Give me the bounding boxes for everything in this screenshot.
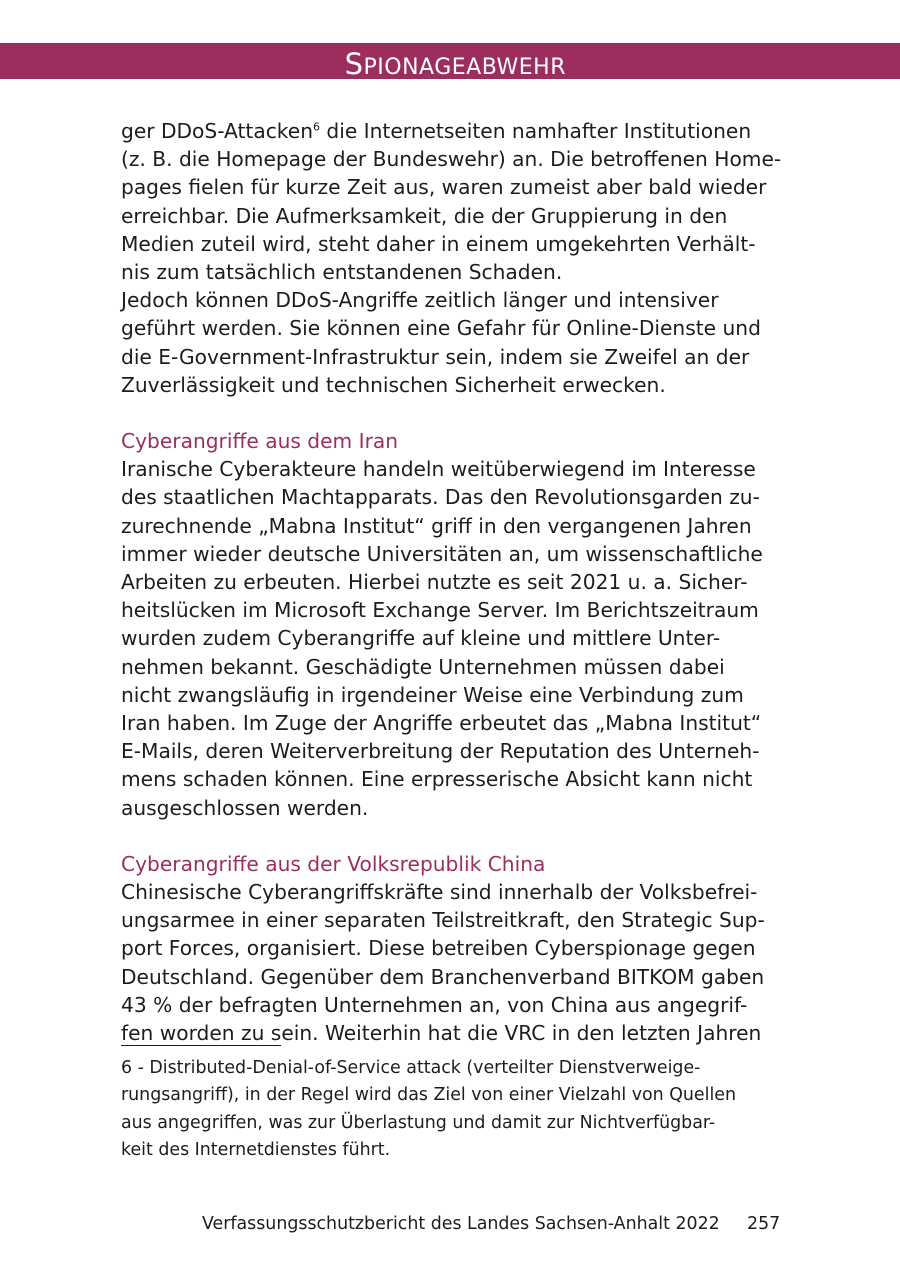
text-segment: ger DDoS-Attacken bbox=[121, 119, 313, 143]
footnote-line: rungsangriff), in der Regel wird das Ziel von einer Vielzahl von Quellen bbox=[121, 1085, 736, 1106]
body-line: Chinesische Cyberangriffskräfte sind innerhalb der Volksbefrei- bbox=[121, 880, 758, 905]
header-bar bbox=[0, 43, 900, 79]
text-segment: die Internetseiten namhafter Institutionen bbox=[320, 119, 752, 143]
page-number: 257 bbox=[747, 1214, 781, 1234]
body-line: pages fielen für kurze Zeit aus, waren zumeist aber bald wieder bbox=[121, 175, 767, 200]
body-line: E-Mails, deren Weiterverbreitung der Reputation des Unterneh- bbox=[121, 739, 760, 764]
body-line: Iran haben. Im Zuge der Angriffe erbeutet das „Mabna Institut“ bbox=[121, 710, 762, 735]
footer-title: Verfassungsschutzbericht des Landes Sachsen-Anhalt 2022 bbox=[202, 1214, 720, 1234]
main-content bbox=[121, 117, 781, 1047]
chapter-title-initial: S bbox=[344, 47, 364, 81]
body-line: Iranische Cyberakteure handeln weitüberwiegend im Interesse bbox=[121, 457, 756, 482]
body-line: Medien zuteil wird, steht daher in einem umgekehrten Verhält- bbox=[121, 231, 756, 256]
chapter-title bbox=[345, 43, 566, 79]
body-line: nehmen bekannt. Geschädigte Unternehmen müssen dabei bbox=[121, 654, 725, 679]
body-line: heitslücken im Microsoft Exchange Server. Im Berichtszeitraum bbox=[121, 598, 759, 623]
body-line bbox=[121, 117, 781, 145]
body-line: port Forces, organisiert. Diese betreiben Cyberspionage gegen bbox=[121, 936, 756, 961]
footnote-line: aus angegriffen, was zur Überlastung und damit zur Nichtverfügbar- bbox=[121, 1112, 716, 1133]
section-heading-iran: Cyberangriffe aus dem Iran bbox=[121, 429, 399, 454]
body-line: Arbeiten zu erbeuten. Hierbei nutzte es seit 2021 u. a. Sicher- bbox=[121, 570, 748, 594]
body-line: zurechnende „Mabna Institut“ griff in den vergangenen Jahren bbox=[121, 513, 752, 538]
body-line bbox=[121, 1019, 781, 1047]
chapter-title-rest: PIONAGEABWEHR bbox=[363, 55, 566, 80]
body-line: nicht zwangsläufig in irgendeiner Weise eine Verbindung zum bbox=[121, 682, 744, 707]
paragraph-gap bbox=[121, 822, 781, 850]
section-heading-china: Cyberangriffe aus der Volksrepublik China bbox=[121, 851, 546, 876]
body-line: des staatlichen Machtapparats. Das den Revolutionsgarden zu- bbox=[121, 485, 760, 510]
footnote bbox=[121, 1055, 781, 1164]
underlined-text: fen worden zu s bbox=[121, 1021, 282, 1045]
body-line: mens schaden können. Eine erpresserische Absicht kann nicht bbox=[121, 767, 753, 792]
body-line: die E-Government-Infrastruktur sein, indem sie Zweifel an der bbox=[121, 344, 750, 369]
paragraph-gap bbox=[121, 399, 781, 427]
body-line: geführt werden. Sie können eine Gefahr für Online-Dienste und bbox=[121, 316, 761, 341]
body-line: 43 % der befragten Unternehmen an, von China aus angegrif- bbox=[121, 992, 748, 1017]
body-line: Zuverlässigkeit und technischen Sicherheit erwecken. bbox=[121, 372, 666, 397]
body-line: erreichbar. Die Aufmerksamkeit, die der Gruppierung in den bbox=[121, 203, 728, 228]
body-line: Jedoch können DDoS-Angriffe zeitlich länger und intensiver bbox=[121, 288, 719, 313]
text-segment: ein. Weiterhin hat die VRC in den letzten Jahren bbox=[281, 1021, 762, 1045]
body-line: (z. B. die Homepage der Bundeswehr) an. Die betroffenen Home- bbox=[121, 147, 782, 172]
body-line: immer wieder deutsche Universitäten an, um wissenschaftliche bbox=[121, 541, 763, 566]
footnote-line: keit des Internetdienstes führt. bbox=[121, 1139, 391, 1160]
body-line: Deutschland. Gegenüber dem Branchenverband BITKOM gaben bbox=[121, 964, 765, 989]
footnote-line: 6 - Distributed-Denial-of-Service attack (verteilter Dienstverweige- bbox=[121, 1058, 701, 1078]
body-line: ungsarmee in einer separaten Teilstreitkraft, den Strategic Sup- bbox=[121, 908, 765, 933]
footnote-marker: 6 bbox=[313, 120, 320, 134]
body-line: wurden zudem Cyberangriffe auf kleine und mittlere Unter- bbox=[121, 626, 721, 651]
body-line: nis zum tatsächlich entstandenen Schaden. bbox=[121, 259, 563, 284]
body-line: ausgeschlossen werden. bbox=[121, 795, 369, 820]
